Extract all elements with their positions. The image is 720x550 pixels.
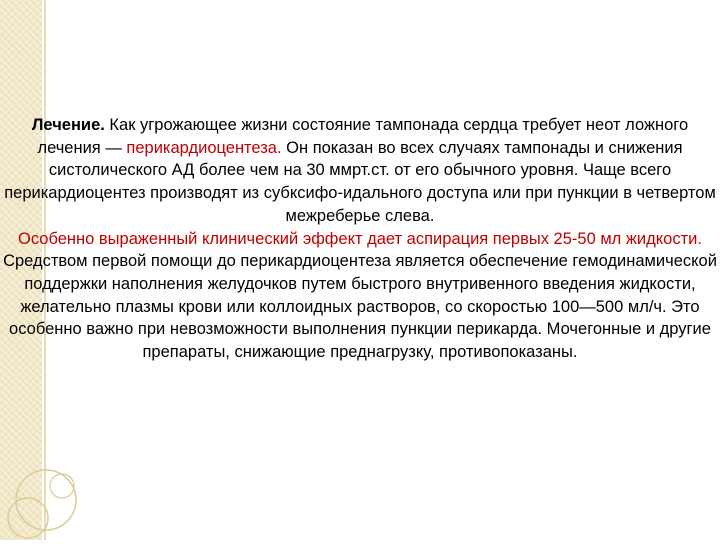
paragraph-first-aid: Средством первой помощи до перикардиоцентеза является обеспечение гемодинамической поддержки наполнения желудочков путем быстрого внутривенного введения жидкости, желательно плазмы крови или коллоидных растворов, со скоростью 100—500 мл/ч. Это особенно важно при невозможности выполнения пункции перикарда. Мочегонные и другие препараты, снижающие преднагрузку, противопоказаны. — [3, 252, 717, 362]
decorative-rings — [6, 460, 96, 550]
decorative-ring-medium — [8, 498, 48, 538]
decorative-ring-small — [50, 474, 74, 498]
treatment-text-before: Как угрожающее жизни состояние тампонада сердца требует неот ложного лечения — — [37, 116, 689, 157]
treatment-highlight: перикардиоцентеза. — [126, 138, 282, 157]
decorative-ring-large — [16, 470, 76, 530]
slide-text-block — [2, 114, 718, 364]
treatment-text-after: Он показан во всех случаях тампонады и снижения систолического АД более чем на 30 ммрт.ст. от его обычного уровня. Чаще всего перикардиоцентез производят из субксифо-идального доступа или при пункции в четвертом межреберье слева. — [4, 138, 716, 225]
paragraph-treatment — [2, 114, 718, 228]
treatment-label: Лечение. — [31, 116, 105, 134]
paragraph-clinical-effect: Особенно выраженный клинический эффект дает аспирация первых 25-50 мл жидкости. — [18, 229, 702, 248]
